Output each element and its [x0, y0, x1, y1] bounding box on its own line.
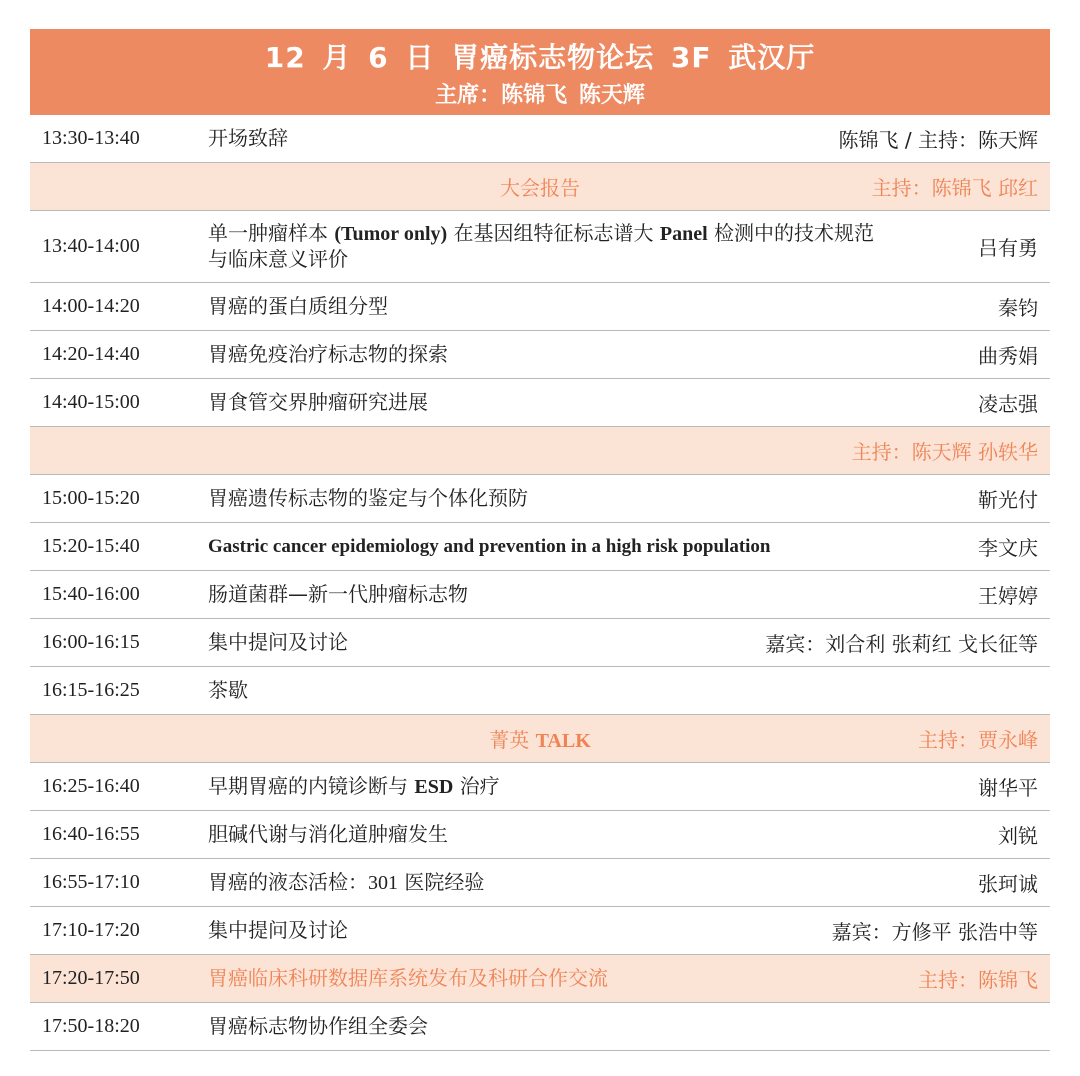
session-host: 主持：陈天辉 孙轶华: [851, 440, 1038, 464]
row-topic: 开场致辞: [208, 126, 288, 150]
row-time: 17:50-18:20: [42, 1015, 140, 1037]
row-topic: 肠道菌群—新一代肿瘤标志物: [208, 582, 468, 606]
row-topic: 胃癌临床科研数据库系统发布及科研合作交流: [208, 966, 608, 990]
row-time: 16:55-17:10: [42, 871, 140, 893]
session-host: 主持：陈锦飞 邱红: [871, 176, 1038, 200]
table-row: [30, 1003, 1050, 1051]
row-speaker: 陈锦飞 / 主持：陈天辉: [838, 128, 1038, 152]
session-header: [30, 715, 1050, 763]
row-topic: 集中提问及讨论: [208, 918, 348, 942]
row-topic: 茶歇: [208, 678, 248, 702]
row-time: 17:20-17:50: [42, 967, 140, 989]
topic-part: 301: [368, 871, 398, 894]
row-speaker: 靳光付: [978, 488, 1038, 512]
table-row-highlight: [30, 955, 1050, 1003]
table-row: [30, 115, 1050, 163]
row-time: 15:00-15:20: [42, 487, 140, 509]
row-time: 16:40-16:55: [42, 823, 140, 845]
row-time: 17:10-17:20: [42, 919, 140, 941]
row-topic: 胃食管交界肿瘤研究进展: [208, 390, 428, 414]
row-speaker: 刘锐: [998, 824, 1038, 848]
forum-chairs: 主席：陈锦飞 陈天辉: [435, 82, 645, 108]
schedule: [30, 29, 1050, 1051]
row-speaker: 李文庆: [978, 536, 1038, 560]
row-time: 15:40-16:00: [42, 583, 140, 605]
row-topic: 胆碱代谢与消化道肿瘤发生: [208, 822, 448, 846]
table-row: [30, 763, 1050, 811]
topic-part: 在基因组特征标志谱大: [447, 221, 660, 245]
row-topic: [208, 221, 888, 272]
table-row: [30, 907, 1050, 955]
table-row: [30, 379, 1050, 427]
row-speaker: 吕有勇: [978, 236, 1038, 260]
topic-part: 医院经验: [398, 869, 485, 894]
topic-part: 检测中的技术规范与临床意义评价: [208, 221, 875, 271]
row-topic: 胃癌遗传标志物的鉴定与个体化预防: [208, 486, 528, 510]
row-time: 16:25-16:40: [42, 775, 140, 797]
topic-part: 单一肿瘤样本: [208, 221, 335, 245]
session-header: [30, 163, 1050, 211]
table-row: [30, 475, 1050, 523]
table-row: [30, 811, 1050, 859]
row-speaker: 谢华平: [978, 776, 1038, 800]
session-host: 主持：贾永峰: [918, 728, 1038, 752]
row-topic: 胃癌免疫治疗标志物的探索: [208, 342, 448, 366]
row-time: 13:40-14:00: [42, 235, 140, 257]
table-row: [30, 571, 1050, 619]
row-time: 14:00-14:20: [42, 295, 140, 317]
session-header: [30, 427, 1050, 475]
row-host: 主持：陈锦飞: [918, 968, 1038, 992]
row-time: 15:20-15:40: [42, 535, 140, 557]
table-row: [30, 331, 1050, 379]
table-row: [30, 667, 1050, 715]
row-topic: Gastric cancer epidemiology and prevention in a high risk population: [208, 536, 771, 557]
row-speaker: 王婷婷: [978, 584, 1038, 608]
forum-title: 12 月 6 日 胃癌标志物论坛 3F 武汉厅: [264, 40, 816, 74]
row-speaker: 张珂诚: [978, 872, 1038, 896]
topic-part: 胃癌的液态活检：: [208, 869, 368, 894]
row-topic: 胃癌标志物协作组全委会: [208, 1014, 428, 1038]
table-row: [30, 283, 1050, 331]
table-row: [30, 859, 1050, 907]
row-speaker: 秦钧: [998, 296, 1038, 320]
table-row: [30, 523, 1050, 571]
row-topic: [208, 774, 888, 800]
row-topic: 胃癌的蛋白质组分型: [208, 294, 388, 318]
row-speaker: 曲秀娟: [978, 344, 1038, 368]
row-speaker: 嘉宾：方修平 张浩中等: [831, 920, 1038, 944]
topic-part: Panel: [659, 223, 708, 245]
row-speaker: 凌志强: [978, 392, 1038, 416]
row-time: 14:20-14:40: [42, 343, 140, 365]
row-time: 16:00-16:15: [42, 631, 140, 653]
topic-part: 治疗: [453, 773, 500, 798]
table-row: [30, 211, 1050, 283]
session-title: [30, 724, 1050, 753]
table-row: [30, 619, 1050, 667]
session-title-part: TALK: [535, 730, 591, 752]
row-topic: [208, 870, 888, 896]
topic-part: (Tumor only): [334, 223, 448, 245]
row-time: 13:30-13:40: [42, 127, 140, 149]
row-time: 16:15-16:25: [42, 679, 140, 701]
schedule-header: [30, 29, 1050, 115]
session-title: 大会报告: [500, 176, 580, 200]
row-time: 14:40-15:00: [42, 391, 140, 413]
row-speaker: 嘉宾：刘合利 张莉红 戈长征等: [765, 632, 1038, 656]
topic-part: ESD: [414, 775, 454, 798]
topic-part: 早期胃癌的内镜诊断与: [208, 773, 415, 798]
row-topic: 集中提问及讨论: [208, 630, 348, 654]
session-title-part: 菁英: [489, 728, 536, 752]
